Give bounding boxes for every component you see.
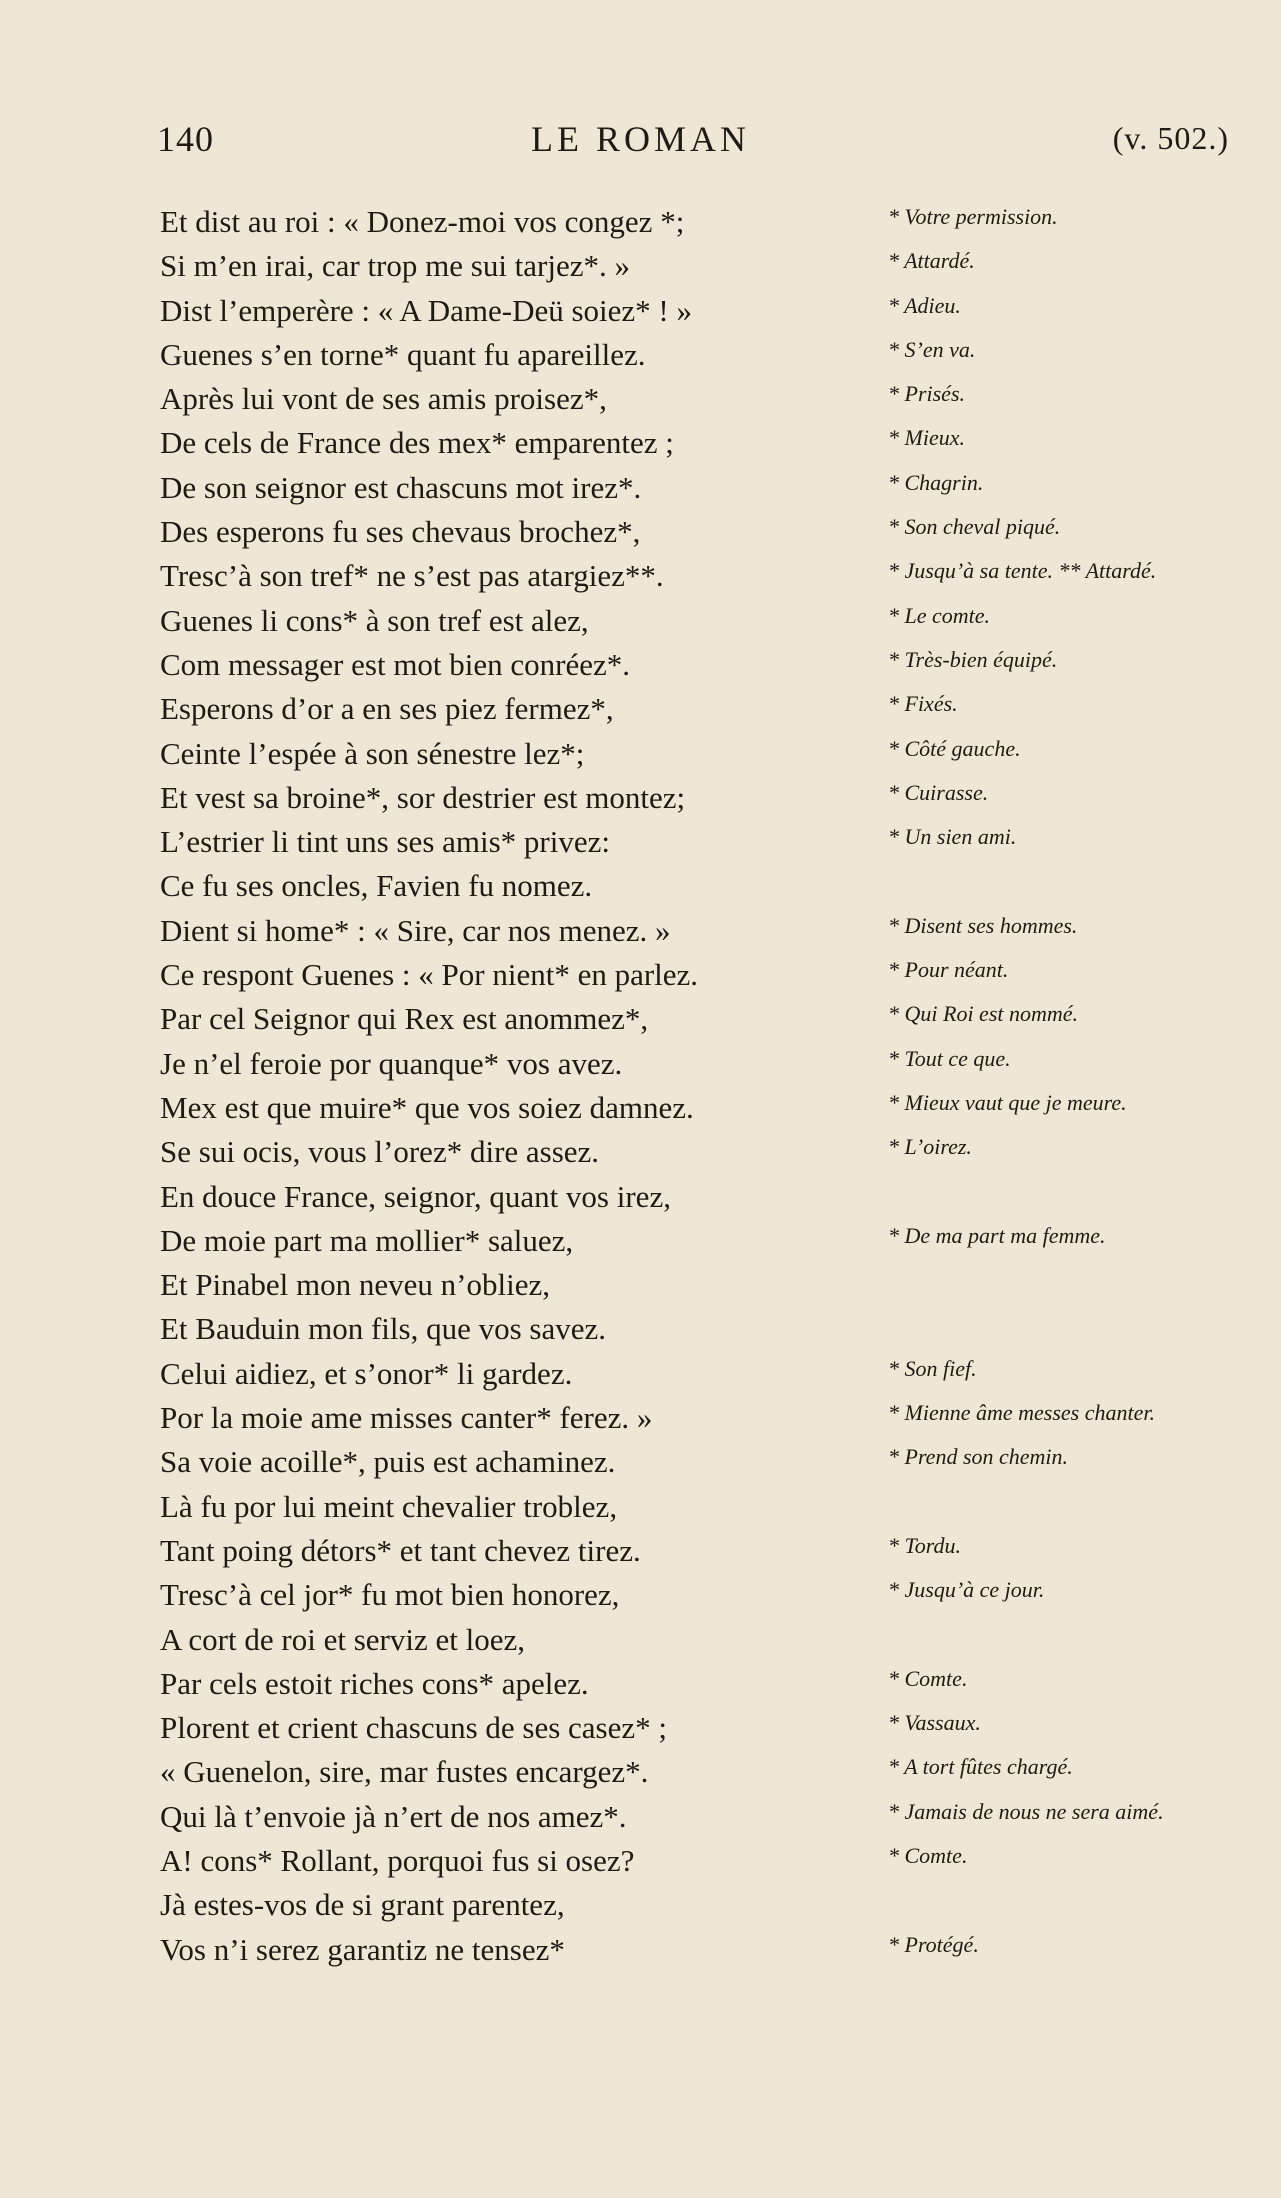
verse-line [0,1440,1281,1484]
gloss-note: * Son fief. [888,1355,977,1381]
gloss-note: * Adieu. [888,292,961,318]
verse-text: De son seignor est chascuns mot irez*. [160,469,642,505]
verse-line [0,1263,1281,1307]
gloss-note: * Prend son chemin. [888,1444,1069,1470]
verse-line [0,1928,1281,1972]
verse-line [0,1662,1281,1706]
verse-line [0,1307,1281,1351]
verse-text: Qui là t’envoie jà n’ert de nos amez*. [160,1798,627,1834]
gloss-note: * Comte. [888,1665,968,1691]
verse-text: A cort de roi et serviz et loez, [160,1621,525,1657]
gloss-note: * Vassaux. [888,1710,981,1736]
verse-text: Par cels estoit riches cons* apelez. [160,1665,589,1701]
gloss-note: * Prisés. [888,381,965,407]
verse-line [0,776,1281,820]
verse-text: L’estrier li tint uns ses amis* privez: [160,824,610,860]
gloss-note: * Mienne âme messes chanter. [888,1400,1155,1426]
verse-text: Et dist au roi : « Donez-moi vos congez *; [160,204,685,239]
verse-line [0,1573,1281,1617]
verse-text: Ce fu ses oncles, Favien fu nomez. [160,868,593,904]
verse-line [0,1175,1281,1219]
gloss-note: * Jamais de nous ne sera aimé. [888,1798,1164,1824]
verse-text: Par cel Seignor qui Rex est anommez*, [160,1001,649,1037]
verse-line [0,289,1281,333]
verse-line [0,1883,1281,1927]
gloss-note: * Très-bien équipé. [888,646,1058,672]
verse-line [0,687,1281,731]
verse-line [0,1795,1281,1839]
verse-text: Dist l’emperère : « A Dame-Deü soiez* ! » [160,292,692,328]
gloss-note: * Chagrin. [888,469,984,495]
gloss-note: * De ma part ma femme. [888,1222,1106,1248]
verse-text: Vos n’i serez garantiz ne tensez* [160,1931,565,1967]
verse-text: Jà estes-vos de si grant parentez, [160,1887,565,1923]
verse-text: Là fu por lui meint chevalier troblez, [160,1488,618,1524]
gloss-note: * Un sien ami. [888,824,1017,850]
verse-line [0,997,1281,1041]
gloss-note: * Disent ses hommes. [888,912,1078,938]
verse-text: Com messager est mot bien conréez*. [160,646,631,682]
verse-line [0,377,1281,421]
gloss-note: * Jusqu’à ce jour. [888,1577,1045,1603]
verse-line [0,1396,1281,1440]
verse-text: Ceinte l’espée à son sénestre lez*; [160,735,585,771]
gloss-note: * S’en va. [888,336,976,362]
gloss-note: * Attardé. [888,248,975,274]
verse-text: Et Bauduin mon fils, que vos savez. [160,1311,606,1347]
verse-line [0,1042,1281,1086]
gloss-note: * Fixés. [888,691,958,717]
verse-line [0,200,1281,244]
verse-text: De moie part ma mollier* saluez, [160,1222,574,1258]
verse-line [0,466,1281,510]
gloss-note: * A tort fûtes chargé. [888,1754,1073,1780]
gloss-note: * Tout ce que. [888,1045,1011,1071]
verse-text: En douce France, seignor, quant vos irez, [160,1178,671,1214]
verse-reference: (v. 502.) [1112,120,1229,156]
verse-text: Après lui vont de ses amis proisez*, [160,381,607,417]
verse-text: Dient si home* : « Sire, car nos menez. » [160,912,671,948]
gloss-note: * Tordu. [888,1532,961,1558]
verse-text: Mex est que muire* que vos soiez damnez. [160,1089,694,1125]
verse-line [0,1219,1281,1263]
verse-text: Se sui ocis, vous l’orez* dire assez. [160,1134,600,1170]
verse-line [0,909,1281,953]
verse-text: Plorent et crient chascuns de ses casez* ; [160,1710,668,1746]
verse-line [0,1618,1281,1662]
verse-line [0,421,1281,465]
verse-line [0,244,1281,288]
verse-text: Et Pinabel mon neveu n’obliez, [160,1267,550,1303]
gloss-note: * Pour néant. [888,957,1009,983]
verse-text: Ce respont Guenes : « Por nient* en parlez. [160,957,699,993]
verse-text: Guenes s’en torne* quant fu apareillez. [160,336,646,372]
verse-line [0,554,1281,598]
gloss-note: * Côté gauche. [888,735,1021,761]
verse-line [0,1086,1281,1130]
verse-line [0,820,1281,864]
gloss-note: * Le comte. [888,602,991,628]
verse-line [0,864,1281,908]
verse-line [0,333,1281,377]
verse-text: Guenes li cons* à son tref est alez, [160,602,589,638]
verse-text: Esperons d’or a en ses piez fermez*, [160,691,614,727]
verse-text: Tresc’à son tref* ne s’est pas atargiez**. [160,558,664,594]
verse-line [0,1839,1281,1883]
verse-text: Et vest sa broine*, sor destrier est montez; [160,779,686,815]
verse-line [0,1706,1281,1750]
verse-line [0,1529,1281,1573]
verse-text: Por la moie ame misses canter* ferez. » [160,1400,653,1436]
verse-text: Si m’en irai, car trop me sui tarjez*. » [160,248,631,284]
verse-text: Tant poing détors* et tant chevez tirez. [160,1532,641,1568]
verse-text: Sa voie acoille*, puis est achaminez. [160,1444,616,1480]
verse-line [0,1485,1281,1529]
verse-text: Je n’el feroie por quanque* vos avez. [160,1045,623,1081]
verse-line [0,510,1281,554]
gloss-note: * Qui Roi est nommé. [888,1001,1079,1027]
verse-text: Des esperons fu ses chevaus brochez*, [160,514,641,550]
verse-line [0,643,1281,687]
gloss-note: * Protégé. [888,1931,979,1957]
verse-line [0,599,1281,643]
gloss-note: * Mieux. [888,425,965,451]
verse-text: Celui aidiez, et s’onor* li gardez. [160,1355,573,1391]
running-header [0,118,1281,168]
gloss-note: * Votre permission. [888,204,1058,229]
verse-line [0,1352,1281,1396]
verse-text: De cels de France des mex* emparentez ; [160,425,674,461]
gloss-note: * Jusqu’à sa tente. ** Attardé. [888,558,1157,584]
verse-line [0,953,1281,997]
gloss-note: * Son cheval piqué. [888,514,1061,540]
verse-text: « Guenelon, sire, mar fustes encargez*. [160,1754,649,1790]
gloss-note: * Mieux vaut que je meure. [888,1089,1127,1115]
page-number: 140 [157,119,214,159]
verse-text: A! cons* Rollant, porquoi fus si osez? [160,1842,635,1878]
verse-line [0,1750,1281,1794]
verse-text: Tresc’à cel jor* fu mot bien honorez, [160,1577,620,1613]
verse-line [0,732,1281,776]
gloss-note: * Comte. [888,1842,968,1868]
gloss-note: * Cuirasse. [888,779,989,805]
running-title: LE ROMAN [531,119,750,159]
gloss-note: * L’oirez. [888,1134,972,1160]
verse-column [0,200,1281,1972]
verse-line [0,1130,1281,1174]
